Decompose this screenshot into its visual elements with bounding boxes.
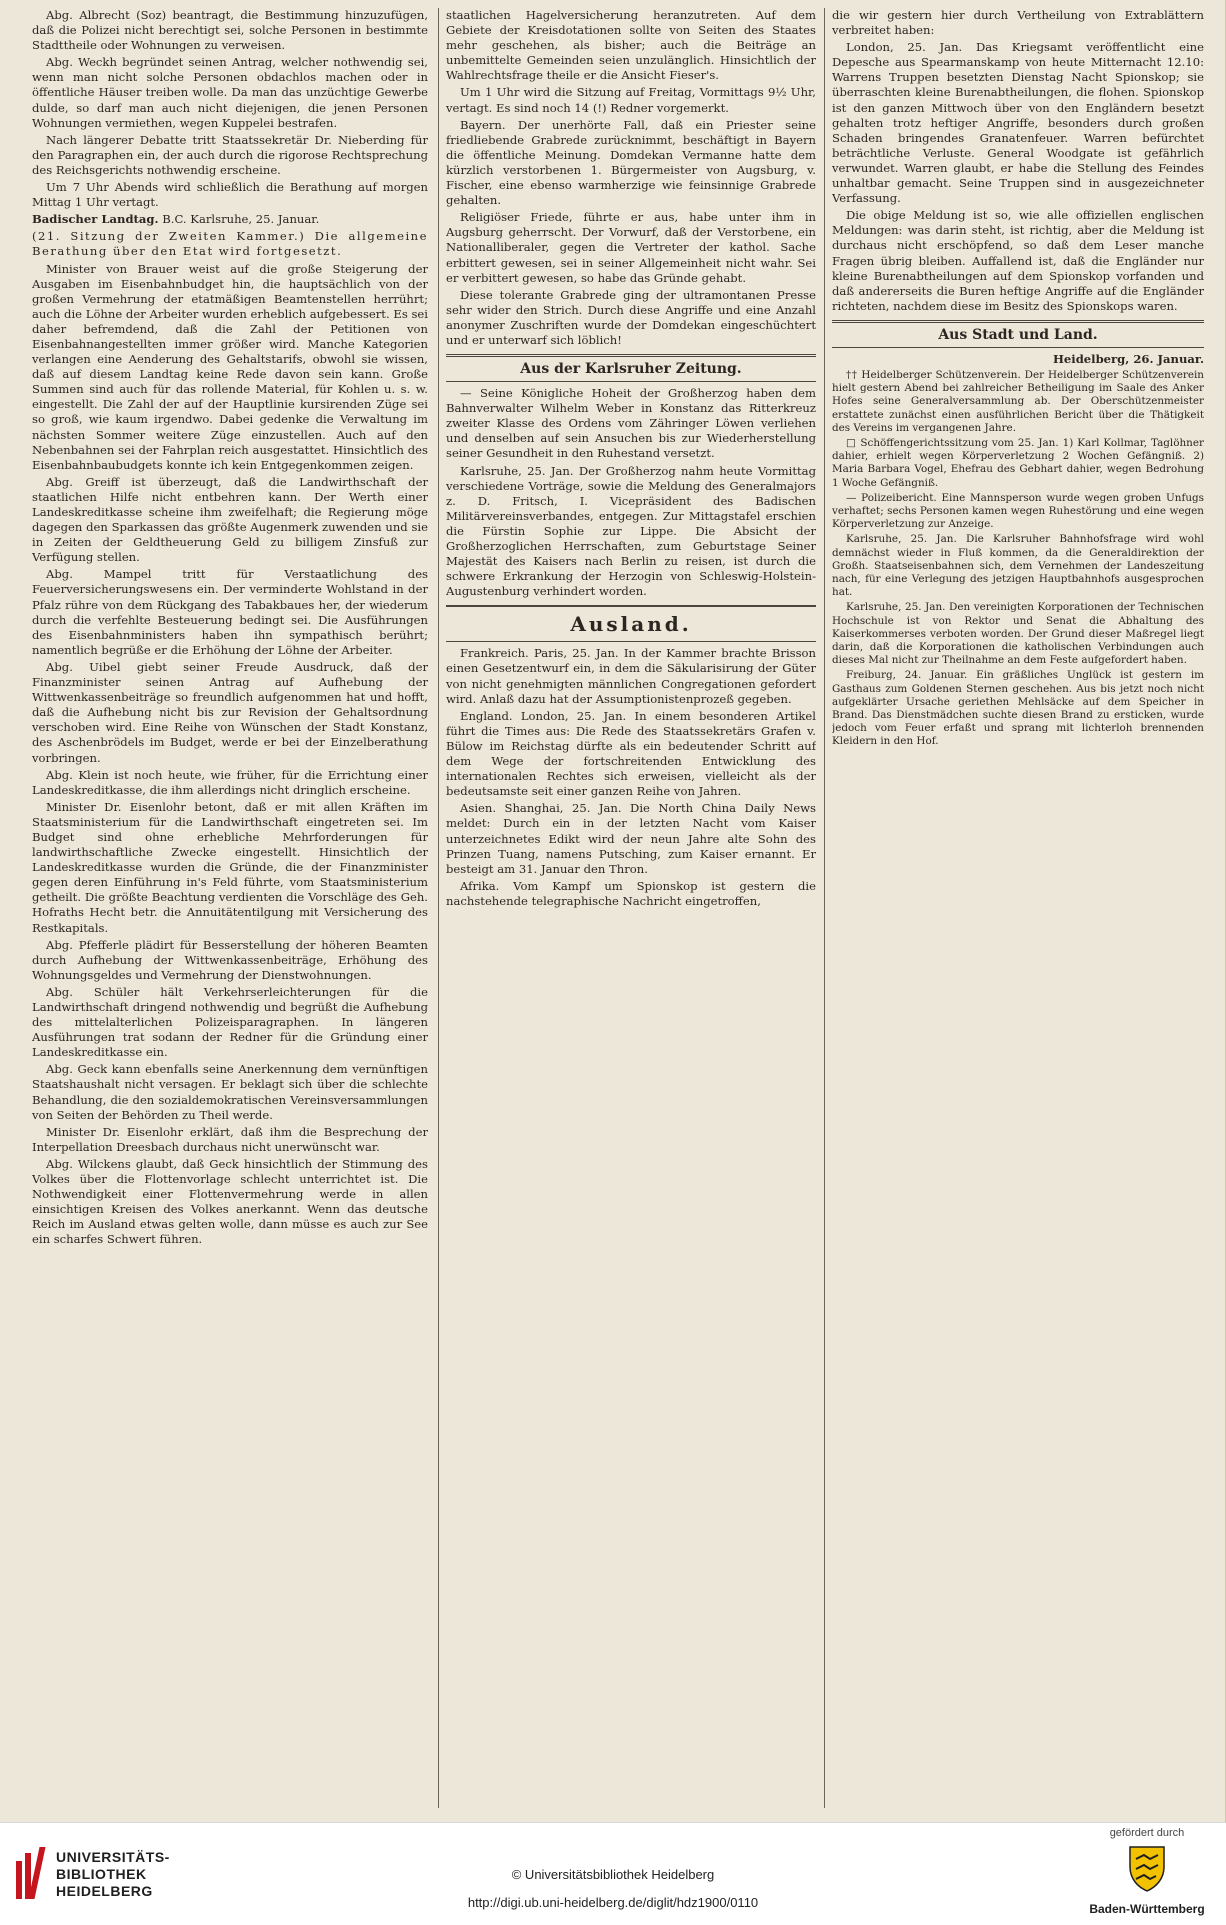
article-paragraph: Minister von Brauer weist auf die große Steigerung der Ausgaben im Eisenbahnbudget hin, die hauptsächlich von der großen Vermehrung der etatmäßigen Beamtenstellen herrührt; auch die Löhne der Arbeiter wurden erheblich aufgebessert. Es sei daher befremdend, daß die Zahl der Petitionen von Eisenbahnangestellten immer größer wird. Manche Kategorien verlangen eine Aenderung des Gehaltstarifs, obwohl sie wissen, daß auf diesem Landtag keine Rede davon sein kann. Große Summen sind auch für das rollende Material, für Kohlen u. s. w. eingestellt. Die Zahl der auf der Hauptlinie kursirenden Züge sei so groß, wie kaum irgendwo. Dabei gedenke die Verwaltung im nächsten Sommer weitere Züge einzustellen. Auch auf den Nebenbahnen sei der Fahrplan reich ausgestattet. Hinsichtlich des Eisenbahnbaubudgets konnte ich kein Entgegenkommen zeigen.	[32, 261, 428, 472]
article-paragraph: Abg. Pfefferle plädirt für Besserstellung der höheren Beamten durch Aufhebung der Wittwenkassenbeiträge, Erhöhung des Wohnungsgeldes und Vermehrung der Dienstwohnungen.	[32, 937, 428, 982]
copyright-text: © Universitätsbibliothek Heidelberg	[511, 1867, 715, 1882]
session-subtitle: (21. Sitzung der Zweiten Kammer.) Die allgemeine Berathung über den Etat wird fortgesetzt.	[32, 229, 428, 259]
article-paragraph: Abg. Schüler hält Verkehrserleichterungen für die Landwirthschaft dringend nothwendig und begrüßt die Aufhebung des mittelalterlichen Polizeisparagraphen. In längeren Ausführungen trat sodann der Redner für die Gründung einer Landeskreditkasse ein.	[32, 984, 428, 1060]
article-paragraph: Afrika. Vom Kampf um Spionskop ist gestern die nachstehende telegraphische Nachricht eingetroffen,	[446, 878, 816, 908]
article-paragraph: Die obige Meldung ist so, wie alle offiziellen englischen Meldungen: was darin steht, ist richtig, aber die Meldung ist durchaus nicht erschöpfend, so daß dem Leser manche Fragen übrig bleiben. Auffallend ist, daß die Engländer nur kleine Burenabtheilungen auf dem Spionskop vorfanden und daß andererseits die Buren heftige Angriffe auf die Engländer richteten, nachdem diese im Besitz des Spionskops waren.	[832, 208, 1204, 313]
article-paragraph: Religiöser Friede, führte er aus, habe unter ihm in Augsburg geherrscht. Der Vorwurf, daß der Verstorbene, ein Nationalliberaler, gegen die Vertreter der kathol. Sache erbittert gewesen, sei in seiner Allgemeinheit nicht wahr. Sei er verbittert gewesen, so habe das Gründe gehabt.	[446, 210, 816, 285]
article-paragraph: — Seine Königliche Hoheit der Großherzog haben dem Bahnverwalter Wilhelm Weber in Konstanz das Ritterkreuz zweiter Klasse des Ordens vom Zähringer Löwen verliehen und denselben auf sein Ansuchen bis zur Wiederherstellung seiner Gesundheit in den Ruhestand versetzt.	[446, 386, 816, 461]
article-paragraph: Abg. Geck kann ebenfalls seine Anerkennung dem vernünftigen Staatshaushalt nicht versagen. Er beklagt sich über die schlechte Behandlung, die den sozialdemokratischen Vereinsversammlungen von Seiten der Behörden zu Theil werde.	[32, 1062, 428, 1122]
article-paragraph: Um 1 Uhr wird die Sitzung auf Freitag, Vormittags 9½ Uhr, vertagt. Es sind noch 14 (!) Redner vorgemerkt.	[446, 85, 816, 115]
column-left	[32, 8, 428, 1808]
article-paragraph: Abg. Greiff ist überzeugt, daß die Landwirthschaft der staatlichen Hilfe nicht entbehren kann. Der Werth einer Landeskreditkasse scheine ihm zweifelhaft; die Regierung möge dagegen den Sparkassen das größte Augenmerk zuwenden und sie in Zeiten der Geldtheuerung Geld zu billigem Zinsfuß zur Verfügung stellen.	[32, 474, 428, 565]
article-paragraph: staatlichen Hagelversicherung heranzutreten. Auf dem Gebiete der Kreisdotationen sollte von Seiten des Staates mehr geschehen, als bisher; auch die Beiträge an unbemittelte Gemeinden seien unzulänglich. Hinsichtlich der Wahlrechtsfrage theile er die Ansicht Fieser's.	[446, 8, 816, 83]
column-right	[832, 8, 1204, 1808]
article-paragraph: □ Schöffengerichtssitzung vom 25. Jan. 1) Karl Kollmar, Taglöhner dahier, erhielt wegen Körperverletzung 2 Wochen Gefängniß. 2) Maria Barbara Vogel, Ehefrau des Gebhart dahier, wegen Bedrohung 1 Woche Gefängniß.	[832, 436, 1204, 489]
section-heading-stadt-und-land: Aus Stadt und Land.	[832, 320, 1204, 348]
landtag-heading	[32, 212, 428, 227]
article-paragraph: Minister Dr. Eisenlohr betont, daß er mit allen Kräften im Staatsministerium für die Landwirthschaft eingetreten sei. Im Budget sind ohne erhebliche Mehrforderungen für landwirthschaftliche Zwecke eingestellt. Hinsichtlich der Landeskreditkasse wurden die Gründe, die der Finanzminister gegen deren Einführung in's Feld führte, vom Staatsministerium getheilt. Die größte Beachtung verdienten die Vorschläge des Geh. Hofraths Hecht betr. die Annuitätentilgung mit Versicherung des Restkapitals.	[32, 799, 428, 935]
article-paragraph: Nach längerer Debatte tritt Staatssekretär Dr. Nieberding für den Paragraphen ein, der auch durch die rigorose Rechtsprechung des Reichsgerichts nothwendig erscheine.	[32, 132, 428, 177]
coat-of-arms-icon	[1124, 1843, 1170, 1893]
article-paragraph: Bayern. Der unerhörte Fall, daß ein Priester seine friedliebende Grabrede zurücknimmt, beschäftigt in Bayern die öffentliche Meinung. Domdekan Vermanne hatte dem kürzlich verstorbenen 1. Bürgermeister von Augsburg, v. Fischer, eine ebenso warmherzige wie feinsinnige Grabrede gehalten.	[446, 117, 816, 208]
article-paragraph: †† Heidelberger Schützenverein. Der Heidelberger Schützenverein hielt gestern Abend bei zahlreicher Betheiligung im Saale des Anker Hofes seine Generalversammlung ab. Der Oberschützenmeister erstattete zunächst einen ausführlichen Bericht über die Thätigkeit des Vereins im vergangenen Jahre.	[832, 368, 1204, 434]
article-paragraph: Abg. Albrecht (Soz) beantragt, die Bestimmung hinzuzufügen, daß die Polizei nicht berechtigt sei, solche Personen in bestimmte Stadttheile oder Wohnungen zu verweisen.	[32, 8, 428, 53]
article-paragraph: — Polizeibericht. Eine Mannsperson wurde wegen groben Unfugs verhaftet; sechs Personen kamen wegen Ruhestörung und eine wegen Körperverletzung zur Anzeige.	[832, 491, 1204, 531]
section-heading-ausland: Ausland.	[446, 605, 816, 642]
permalink[interactable]	[0, 1895, 1226, 1910]
funding-credit	[1082, 1827, 1212, 1916]
article-paragraph: Abg. Wilckens glaubt, daß Geck hinsichtlich der Stimmung des Volkes über die Flottenvorlage schlecht unterrichtet ist. Die Nothwendigkeit einer Flottenvermehrung werde in allen einsichtigen Kreisen des Volkes anerkannt. Wenn das deutsche Reich im Ausland etwas gelten wolle, dann müsse es auch zur See ein scharfes Schwert führen.	[32, 1156, 428, 1247]
article-paragraph: Abg. Mampel tritt für Verstaatlichung des Feuerversicherungswesens ein. Der verminderte Wohlstand in der Pfalz rühre von dem Rückgang des Tabakbaues her, der wiederum durch die verfehlte Besteuerung bedingt sei. Die Ausführungen des Eisenbahnministers haben ihn sympathisch berührt; namentlich begrüße er die Erhöhung der Löhne der Arbeiter.	[32, 567, 428, 657]
funding-state: Baden-Württemberg	[1089, 1902, 1205, 1916]
article-paragraph: Abg. Uibel giebt seiner Freude Ausdruck, daß der Finanzminister seinen Antrag auf Aufhebung der Wittwenkassenbeiträge so freundlich aufgenommen hat und hofft, daß die Aufhebung nicht bis zur Revision der Gehaltsordnung verschoben wird. Eine Reihe von Wünschen der Stadt Konstanz, des Aschenbrödels im Budget, werde er bei der Einzelberathung vorbringen.	[32, 659, 428, 765]
column-rule	[438, 8, 439, 1808]
article-paragraph: Karlsruhe, 25. Jan. Die Karlsruher Bahnhofsfrage wird wohl demnächst wieder in Fluß kommen, da die Generaldirektion der Großh. Staatseisenbahnen sich, dem Vernehmen der Landeszeitung nach, für eine Verlegung des jetzigen Hauptbahnhofs ausgesprochen hat.	[832, 533, 1204, 599]
article-paragraph: Abg. Klein ist noch heute, wie früher, für die Errichtung einer Landeskreditkasse, die ihm allerdings nicht dringlich erscheine.	[32, 767, 428, 797]
library-name: UNIVERSITÄTS- BIBLIOTHEK HEIDELBERG	[56, 1849, 170, 1899]
article-paragraph: Karlsruhe, 25. Jan. Den vereinigten Korporationen der Technischen Hochschule ist von Rektor und Senat die Abhaltung des Kaiserkommerses verboten worden. Der Grund dieser Maßregel liegt darin, daß die Korporationen die katholischen Verbindungen auch dieses Mal nicht zur Theilnahme an dem Feste aufgefordert haben.	[832, 601, 1204, 667]
article-paragraph: England. London, 25. Jan. In einem besonderen Artikel führt die Times aus: Die Rede des Staatssekretärs Grafen v. Bülow im Reichstag dürfte als ein bedeutender Schritt auf dem Wege der fortschreitenden Entwicklung des internationalen Rechtes sich erweisen, vielleicht als der bedeutsamste seit einer ganzen Reihe von Jahren.	[446, 708, 816, 799]
landtag-title: Badischer Landtag.	[32, 212, 159, 227]
column-rule	[824, 8, 825, 1808]
dateline: Heidelberg, 26. Januar.	[1052, 351, 1204, 366]
copyright-notice	[0, 1867, 1226, 1882]
article-paragraph: die wir gestern hier durch Vertheilung von Extrablättern verbreitet haben:	[832, 8, 1204, 38]
viewer-footer	[0, 1822, 1226, 1925]
article-paragraph: Asien. Shanghai, 25. Jan. Die North China Daily News meldet: Durch ein in der letzten Nacht vom Kaiser unterzeichnetes Edikt wird der neun Jahre alte Sohn des Prinzen Tuang, namens Putsching, zum Kaiser ernannt. Er besteigt am 31. Januar den Thron.	[446, 801, 816, 876]
permalink-text[interactable]: http://digi.ub.uni-heidelberg.de/diglit/hdz1900/0110	[467, 1895, 759, 1910]
article-paragraph: Um 7 Uhr Abends wird schließlich die Berathung auf morgen Mittag 1 Uhr vertagt.	[32, 180, 428, 210]
article-paragraph: Abg. Weckh begründet seinen Antrag, welcher nothwendig sei, wenn man nicht solche Personen obdachlos machen oder in öffentliche Häuser treiben wolle. Da man das unzüchtige Gewerbe dulde, so darf man auch nicht diejenigen, die jenen Personen Wohnungen vermiethen, wegen Kuppelei bestrafen.	[32, 55, 428, 130]
article-paragraph: Karlsruhe, 25. Jan. Der Großherzog nahm heute Vormittag verschiedene Vorträge, sowie die Meldung des Generalmajors z. D. Fritsch, I. Vicepräsident des Badischen Militärvereinsverbandes, entgegen. Zur Mittagstafel erschien die Fürstin Sophie zur Lippe. Die Absicht der Großherzoglichen Herrschaften, zum Geburtstage Seiner Majestät des Kaisers nach Berlin zu reisen, ist durch die schwere Erkrankung der Herzogin von Schleswig-Holstein-Augustenburg verhindert worden.	[446, 463, 816, 599]
article-paragraph: Minister Dr. Eisenlohr erklärt, daß ihm die Besprechung der Interpellation Dreesbach durchaus nicht unerwünscht war.	[32, 1124, 428, 1154]
telegram-paragraph: London, 25. Jan. Das Kriegsamt veröffentlicht eine Depesche aus Spearmanskamp von heute Mitternacht 12.10: Warrens Truppen besetzten Dienstag Nacht Spionskop; sie überraschten kleine Burenabtheilungen, die flohen. Spionskop ist den ganzen Mittwoch über von den Engländern besetzt gehalten trotz heftiger Angriffe, besonders durch großen Schaden bringendes Granatenfeuer. Warren befürchtet beträchtliche Verluste. General Woodgate ist gefährlich verwundet. Warren glaubt, er habe die Stellung des Feindes unhaltbar gemacht. Seine Truppen sind in ausgezeichneter Verfassung.	[832, 40, 1204, 206]
section-heading-karlsruher-zeitung: Aus der Karlsruher Zeitung.	[446, 354, 816, 382]
column-middle	[446, 8, 816, 1808]
funding-label: gefördert durch	[1109, 1827, 1185, 1839]
article-paragraph: Freiburg, 24. Januar. Ein gräßliches Unglück ist gestern im Gasthaus zum Goldenen Sternen geschehen. Aus bis jetzt noch nicht aufgeklärter Ursache geriethen Mehlsäcke auf dem Speicher in Brand. Das Dienstmädchen suchte diesen Brand zu ersticken, wurde jedoch vom Feuer erfaßt und sprang mit lichterloh brennenden Kleidern in den Hof.	[832, 669, 1204, 748]
article-paragraph: Frankreich. Paris, 25. Jan. In der Kammer brachte Brisson einen Gesetzentwurf ein, in dem die Säkularisirung der Güter von nicht genehmigten männlichen Congregationen gefordert wird. Anlaß dazu hat der Assumptionistenprozeß gegeben.	[446, 646, 816, 706]
landtag-dateline: B.C. Karlsruhe, 25. Januar.	[162, 212, 320, 227]
article-paragraph: Diese tolerante Grabrede ging der ultramontanen Presse sehr wider den Strich. Durch diese Angriffe und eine Anzahl anonymer Zuschriften wurde der Domdekan eingeschüchtert und er unterwarf sich löblich!	[446, 287, 816, 347]
